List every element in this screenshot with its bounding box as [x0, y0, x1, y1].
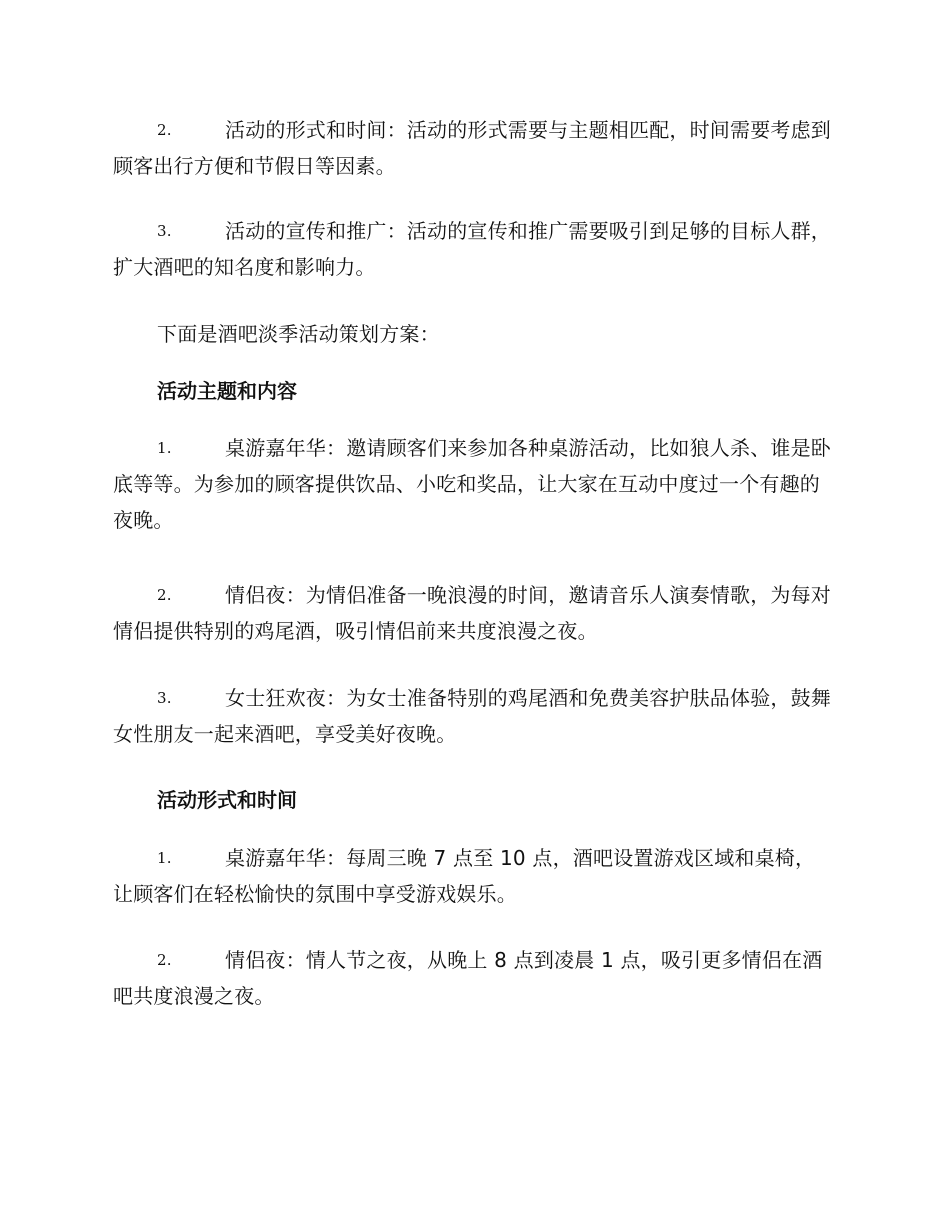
list-item	[113, 112, 835, 184]
list-number: 2.	[157, 121, 172, 139]
list-item-text: 女士狂欢夜：为女士准备特别的鸡尾酒和免费美容护肤品体验，鼓舞女性朋友一起来酒吧，享受美好夜晚。	[113, 686, 831, 746]
list-item-text: 桌游嘉年华：每周三晚 7 点至 10 点，酒吧设置游戏区域和桌椅，让顾客们在轻松愉快的氛围中享受游戏娱乐。	[113, 846, 816, 906]
list-number: 2.	[157, 951, 172, 969]
section-heading: 活动形式和时间	[157, 788, 297, 812]
paragraph-text: 下面是酒吧淡季活动策划方案：	[157, 322, 440, 346]
list-item-text: 活动的形式和时间：活动的形式需要与主题相匹配，时间需要考虑到顾客出行方便和节假日等因素。	[113, 118, 831, 178]
list-item	[113, 213, 835, 285]
section-heading: 活动主题和内容	[157, 379, 297, 403]
list-item	[113, 430, 835, 538]
list-item-text: 情侣夜：为情侣准备一晚浪漫的时间，邀请音乐人演奏情歌，为每对情侣提供特别的鸡尾酒，吸引情侣前来共度浪漫之夜。	[113, 583, 831, 643]
list-item-text: 情侣夜：情人节之夜，从晚上 8 点到凌晨 1 点，吸引更多情侣在酒吧共度浪漫之夜。	[113, 948, 823, 1008]
paragraph	[113, 316, 835, 352]
list-item	[113, 840, 835, 912]
list-number: 3.	[157, 222, 172, 240]
list-number: 1.	[157, 849, 172, 867]
list-item	[113, 942, 835, 1014]
list-item-text: 活动的宣传和推广：活动的宣传和推广需要吸引到足够的目标人群，扩大酒吧的知名度和影响力。	[113, 219, 831, 279]
list-number: 1.	[157, 439, 172, 457]
list-item	[113, 680, 835, 752]
list-item	[113, 577, 835, 649]
list-item-text: 桌游嘉年华：邀请顾客们来参加各种桌游活动，比如狼人杀、谁是卧底等等。为参加的顾客提供饮品、小吃和奖品，让大家在互动中度过一个有趣的夜晚。	[113, 436, 831, 532]
list-number: 3.	[157, 689, 172, 707]
list-number: 2.	[157, 586, 172, 604]
